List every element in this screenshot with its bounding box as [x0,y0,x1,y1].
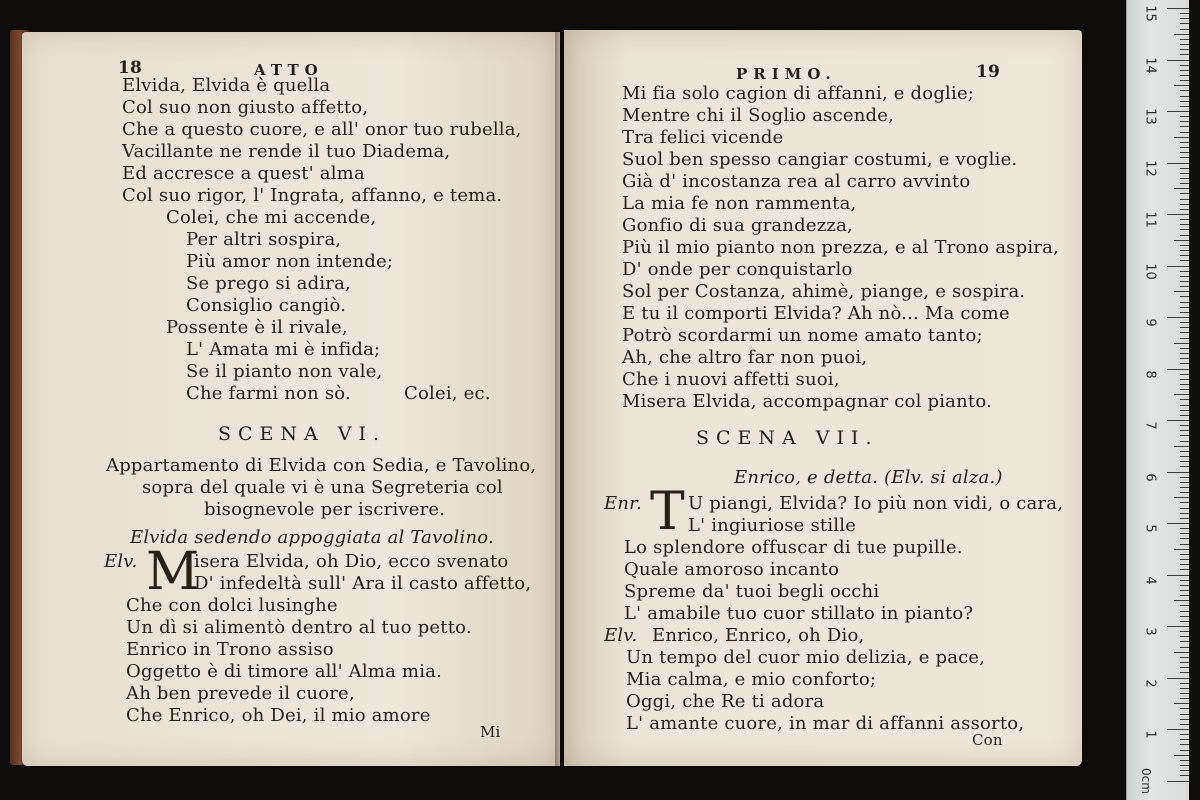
verse-line: Se prego si adira, [186,273,351,294]
ruler-tick [1180,533,1189,534]
ruler-tick [1180,363,1189,364]
ruler-tick [1180,96,1189,97]
ruler-tick [1174,600,1189,601]
ruler-tick [1180,29,1189,30]
dialogue-line: Lo splendore offuscar di tue pupille. [624,537,963,558]
ruler-tick [1174,446,1189,447]
dialogue-line: Che Enrico, oh Dei, il mio amore [126,705,431,726]
ruler-tick [1180,260,1189,261]
ruler-tick [1180,142,1189,143]
ruler-tick [1180,152,1189,153]
ruler-tick [1180,65,1189,66]
verse-line: Consiglio cangiò. [186,295,347,316]
ruler-tick [1167,523,1189,524]
ruler-tick [1180,332,1189,333]
verse-line: Possente è il rivale, [166,317,348,338]
ruler-tick [1180,90,1189,91]
verse-line: L' Amata mi è infida; [186,339,381,360]
ruler-tick [1180,590,1189,591]
verse-line: Col suo non giusto affetto, [122,97,369,118]
dialogue-line: Oggetto è di timore all' Alma mia. [126,661,442,682]
verse-line: Ah, che altro far non puoi, [622,347,868,368]
ruler-tick [1180,204,1189,205]
ruler-tick [1180,435,1189,436]
ruler-tick [1174,343,1189,344]
ruler-number: 11 [1142,211,1158,228]
ruler-tick [1180,693,1189,694]
ruler-tick [1180,482,1189,483]
ruler-number: 9 [1142,318,1158,327]
verse-line: Più amor non intende; [186,251,394,272]
page-number-left: 18 [118,58,143,78]
ruler-number: 13 [1142,108,1158,125]
ruler-tick [1180,744,1189,745]
ruler-tick [1180,538,1189,539]
ruler-tick [1180,492,1189,493]
ruler-tick [1180,585,1189,586]
ruler-tick [1180,399,1189,400]
catchword: Con [972,731,1003,749]
ruler-tick [1180,456,1189,457]
ruler-tick [1180,168,1189,169]
ruler-tick [1167,420,1189,421]
ruler-tick [1180,219,1189,220]
verse-line: E tu il comporti Elvida? Ah nò... Ma come [622,303,1010,324]
ruler-tick [1180,235,1189,236]
ruler-tick [1180,502,1189,503]
dialogue-line: Quale amoroso incanto [624,559,840,580]
ruler-tick [1180,667,1189,668]
ruler-tick [1180,327,1189,328]
ruler-tick [1180,451,1189,452]
ruler-tick [1180,49,1189,50]
dialogue-line: U piangi, Elvida? Io più non vidi, o cara, [688,493,1064,514]
ruler-tick [1167,781,1189,782]
ruler-tick [1167,317,1189,318]
ruler-tick [1180,70,1189,71]
scene-title: SCENA VII. [696,427,879,449]
ruler-tick [1180,724,1189,725]
ruler-tick [1180,636,1189,637]
ruler-tick [1174,703,1189,704]
running-head-right: PRIMO. [736,65,837,83]
verse-line: Gonfio di sua grandezza, [622,215,853,236]
dialogue-line: Un tempo del cuor mio delizia, e pace, [626,647,986,668]
ruler-tick [1180,75,1189,76]
verse-line: Che a questo cuore, e all' onor tuo rubella, [122,119,522,140]
ruler-tick [1180,312,1189,313]
ruler-tick [1180,276,1189,277]
ruler-tick [1180,662,1189,663]
ruler-tick [1180,353,1189,354]
ruler-tick [1180,116,1189,117]
verse-line: Ed accresce a quest' alma [122,163,365,184]
dialogue-line: isera Elvida, oh Dio, ecco svenato [194,551,509,572]
ruler-tick [1167,369,1189,370]
ruler-tick [1167,8,1189,9]
ruler-tick [1180,750,1189,751]
ruler-tick [1180,513,1189,514]
verse-line: Più il mio pianto non prezza, e al Trono aspira, [622,237,1059,258]
ruler-tick [1180,302,1189,303]
ruler-tick [1180,384,1189,385]
ruler-tick [1180,415,1189,416]
ruler-tick [1180,338,1189,339]
verse-line: Sol per Costanza, ahimè, piange, e sospira. [622,281,1026,302]
ruler-number: 5 [1142,524,1158,533]
ruler-tick [1180,580,1189,581]
ruler-tick [1167,729,1189,730]
ruler-tick [1180,544,1189,545]
ruler-tick [1180,508,1189,509]
verse-repeat: Colei, ec. [404,383,491,404]
ruler-tick [1167,266,1189,267]
ruler-tick [1180,528,1189,529]
verse-line: Mi fia solo cagion di affanni, e doglie; [622,83,975,104]
ruler-tick [1180,23,1189,24]
ruler-unit: 0cm [1138,768,1153,794]
stage-direction: Enrico, e detta. (Elv. si alza.) [734,467,1003,488]
ruler-tick [1167,111,1189,112]
ruler-tick [1180,132,1189,133]
ruler-tick [1180,157,1189,158]
ruler-number: 10 [1142,262,1158,280]
ruler-tick [1180,101,1189,102]
ruler-tick [1167,163,1189,164]
right-page [564,30,1082,766]
dialogue-line: L' amante cuore, in mar di affanni assorto, [626,713,1025,734]
ruler-tick [1180,605,1189,606]
speaker-label: Elv. [104,551,138,572]
ruler-tick [1180,430,1189,431]
dialogue-line: Oggi, che Re ti adora [626,691,825,712]
ruler-tick [1180,245,1189,246]
ruler-tick [1174,188,1189,189]
ruler-tick [1180,672,1189,673]
ruler-tick [1180,461,1189,462]
measurement-ruler [1126,0,1189,800]
ruler-tick [1180,126,1189,127]
ruler-tick [1180,178,1189,179]
ruler-tick [1180,466,1189,467]
ruler-tick [1180,595,1189,596]
ruler-tick [1180,121,1189,122]
ruler-tick [1180,224,1189,225]
ruler-tick [1180,286,1189,287]
dialogue-line: L' ingiuriose stille [688,515,857,536]
ruler-number: 6 [1142,472,1158,482]
verse-line: Per altri sospira, [186,229,342,250]
verse-line: Se il pianto non vale, [186,361,383,382]
ruler-tick [1180,647,1189,648]
ruler-tick [1180,631,1189,632]
stage-direction: Elvida sedendo appoggiata al Tavolino. [130,527,494,548]
ruler-tick [1180,641,1189,642]
ruler-tick [1180,760,1189,761]
ruler-tick [1180,487,1189,488]
scene-description-line: Appartamento di Elvida con Sedia, e Tavolino, [106,455,537,476]
ruler-tick [1180,683,1189,684]
ruler-tick [1180,322,1189,323]
ruler-tick [1180,281,1189,282]
ruler-number: 12 [1142,159,1158,177]
dialogue-line: Spreme da' tuoi begli occhi [624,581,880,602]
verse-line: Tra felici vicende [622,127,784,148]
ruler-tick [1180,518,1189,519]
ruler-tick [1180,44,1189,45]
verse-line: Che farmi non sò. [186,383,351,404]
ruler-tick [1180,209,1189,210]
verse-line: Colei, che mi accende, [166,207,377,228]
dialogue-line: Enrico in Trono assiso [126,639,334,660]
ruler-tick [1180,255,1189,256]
ruler-tick [1180,229,1189,230]
ruler-tick [1180,296,1189,297]
ruler-tick [1180,271,1189,272]
ruler-tick [1180,616,1189,617]
ruler-tick [1180,80,1189,81]
ruler-tick [1180,698,1189,699]
ruler-tick [1180,410,1189,411]
ruler-tick [1180,719,1189,720]
ruler-tick [1167,60,1189,61]
ruler-tick [1174,497,1189,498]
ruler-tick [1180,348,1189,349]
ruler-tick [1180,775,1189,776]
ruler-tick [1180,199,1189,200]
ruler-tick [1167,214,1189,215]
ruler-tick [1174,394,1189,395]
dialogue-line: D' infedeltà sull' Ara il casto affetto, [194,573,532,594]
verse-line: La mia fe non rammenta, [622,193,857,214]
verse-line: Potrò scordarmi un nome amato tanto; [622,325,983,346]
ruler-tick [1167,472,1189,473]
ruler-tick [1180,714,1189,715]
scene-description-line: bisognevole per iscrivere. [204,499,446,520]
ruler-tick [1180,173,1189,174]
ruler-tick [1180,106,1189,107]
ruler-number: 4 [1142,575,1158,585]
ruler-tick [1167,575,1189,576]
ruler-tick [1174,34,1189,35]
ruler-tick [1174,652,1189,653]
ruler-number: 14 [1142,56,1158,74]
verse-line: D' onde per conquistarlo [622,259,853,280]
ruler-tick [1180,734,1189,735]
scene-description-line: sopra del quale vi è una Segreteria col [142,477,503,498]
ruler-tick [1180,564,1189,565]
ruler-tick [1180,688,1189,689]
drop-cap: T [650,482,685,542]
ruler-tick [1180,250,1189,251]
verse-line: Suol ben spesso cangiar costumi, e voglie. [622,149,1018,170]
ruler-tick [1180,358,1189,359]
ruler-number: 8 [1142,369,1158,379]
ruler-tick [1180,621,1189,622]
ruler-tick [1180,569,1189,570]
dialogue-line: Che con dolci lusinghe [126,595,338,616]
left-page [22,32,560,766]
ruler-tick [1174,291,1189,292]
ruler-tick [1174,137,1189,138]
ruler-tick [1180,554,1189,555]
ruler-tick [1180,183,1189,184]
verse-line: Vacillante ne rende il tuo Diadema, [122,141,451,162]
ruler-tick [1180,39,1189,40]
ruler-tick [1180,765,1189,766]
ruler-tick [1180,389,1189,390]
ruler-tick [1180,193,1189,194]
ruler-number: 1 [1142,730,1158,739]
ruler-tick [1180,770,1189,771]
scene-title: SCENA VI. [218,423,387,445]
ruler-tick [1180,307,1189,308]
ruler-tick [1180,374,1189,375]
dialogue-line: Un dì si alimentò dentro al tuo petto. [126,617,472,638]
verse-line: Misera Elvida, accompagnar col pianto. [622,391,992,412]
dialogue-line: Ah ben prevede il cuore, [126,683,355,704]
ruler-number: 15 [1142,5,1158,22]
ruler-tick [1174,755,1189,756]
ruler-tick [1180,18,1189,19]
ruler-tick [1180,708,1189,709]
ruler-tick [1180,54,1189,55]
catchword: Mi [480,723,501,741]
ruler-tick [1180,405,1189,406]
verse-line: Mentre chi il Soglio ascende, [622,105,895,126]
ruler-tick [1167,626,1189,627]
ruler-tick [1167,678,1189,679]
ruler-tick [1180,477,1189,478]
verse-line: Già d' incostanza rea al carro avvinto [622,171,971,192]
speaker-label: Enr. [604,493,642,514]
ruler-tick [1180,425,1189,426]
ruler-tick [1180,611,1189,612]
ruler-tick [1180,147,1189,148]
dialogue-line: Mia calma, e mio conforto; [626,669,877,690]
page-number-right: 19 [976,62,1001,82]
ruler-tick [1180,559,1189,560]
drop-cap: M [146,542,200,602]
dialogue-line: L' amabile tuo cuor stillato in pianto? [624,603,974,624]
verse-line: Che i nuovi affetti suoi, [622,369,840,390]
ruler-tick [1180,379,1189,380]
ruler-number: 7 [1142,421,1158,430]
ruler-tick [1180,13,1189,14]
verse-line: Col suo rigor, l' Ingrata, affanno, e tema. [122,185,503,206]
ruler-tick [1174,85,1189,86]
verse-line: Elvida, Elvida è quella [122,75,331,96]
ruler-tick [1174,549,1189,550]
ruler-number: 2 [1142,678,1158,688]
ruler-tick [1180,657,1189,658]
speaker-label: Elv. [604,625,638,646]
ruler-tick [1174,240,1189,241]
ruler-number: 3 [1142,627,1158,636]
ruler-tick [1180,441,1189,442]
dialogue-line: Enrico, Enrico, oh Dio, [652,625,865,646]
running-head-left: ATTO [254,61,324,79]
ruler-tick [1180,739,1189,740]
